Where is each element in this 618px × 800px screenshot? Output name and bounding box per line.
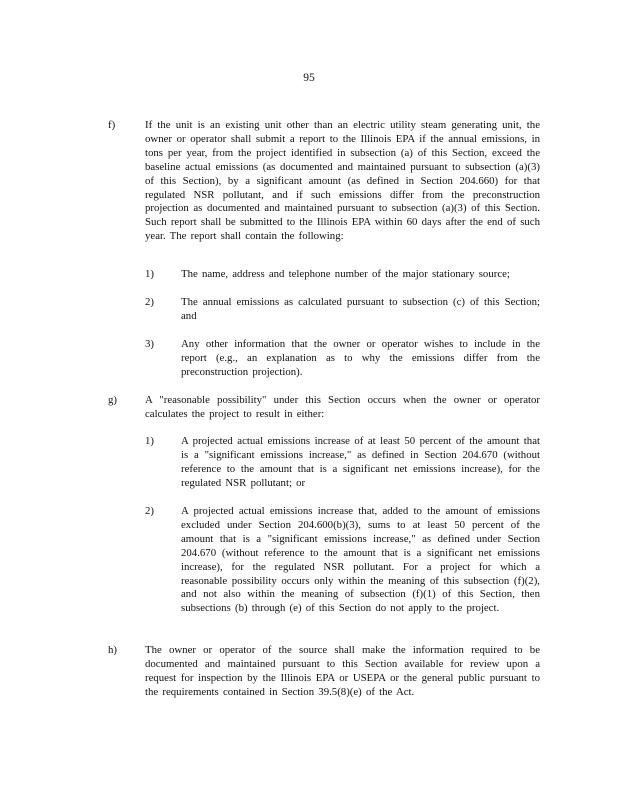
subparagraph-label: 3) [145, 338, 154, 350]
subparagraph-f-3 [145, 338, 540, 380]
paragraph-h [108, 644, 540, 700]
subparagraph-text: The annual emissions as calculated pursuant to subsection (c) of this Section; and [181, 296, 540, 322]
subparagraph-label: 1) [145, 435, 154, 447]
subparagraph-text: Any other information that the owner or operator wishes to include in the report (e.g., an explanation as to why the emissions differ from the preconstruction projection). [181, 338, 540, 378]
subparagraph-text: A projected actual emissions increase that, added to the amount of emissions excluded under Section 204.600(b)(3), sums to at least 50 percent of the amount that is a "significant emissions increase," as defined under Section 204.670 (without reference to the amount that is a significant net emissions increase), for the regulated NSR pollutant. For a project for which a reasonable possibility occurs only within the meaning of this subsection (f)(2), and not also within the meaning of subsection (f)(1) of this Section, then subsections (b) through (e) of this Section do not apply to the project. [181, 505, 540, 615]
paragraph-label: f) [108, 119, 116, 131]
paragraph-text: A "reasonable possibility" under this Section occurs when the owner or operator calculates the project to result in either: [145, 394, 540, 420]
subparagraph-text: A projected actual emissions increase of at least 50 percent of the amount that is a "significant emissions increase," as defined in Section 204.670 (without reference to the amount that is a significant net emissions increase), for the regulated NSR pollutant; or [181, 435, 540, 489]
subparagraph-label: 2) [145, 505, 154, 517]
subparagraph-text: The name, address and telephone number of the major stationary source; [181, 268, 510, 280]
subparagraph-g-1 [145, 435, 540, 491]
subparagraph-label: 2) [145, 296, 154, 308]
page-number: 95 [303, 72, 315, 84]
paragraph-g [108, 394, 540, 422]
subparagraph-label: 1) [145, 268, 154, 280]
subparagraph-f-2 [145, 296, 540, 324]
paragraph-text: The owner or operator of the source shall make the information required to be documented and maintained pursuant to this Section available for review upon a request for inspection by the Illinois EPA or USEPA or the general public pursuant to the requirements contained in Section 39.5(8)(e) of the Act. [145, 644, 540, 698]
paragraph-label: h) [108, 644, 117, 656]
paragraph-text: If the unit is an existing unit other than an electric utility steam generating unit, the owner or operator shall submit a report to the Illinois EPA if the annual emissions, in tons per year, from the project identified in subsection (a) of this Section, exceed the baseline actual emissions (as documented and maintained pursuant to subsection (a)(3) of this Section), by a significant amount (as defined in Section 204.660) for that regulated NSR pollutant, and if such emissions differ from the preconstruction projection as documented and maintained pursuant to subsection (a)(3) of this Section. Such report shall be submitted to the Illinois EPA within 60 days after the end of such year. The report shall contain the following: [145, 119, 540, 243]
subparagraph-g-2 [145, 505, 540, 616]
paragraph-label: g) [108, 394, 117, 406]
subparagraph-f-1 [145, 268, 540, 282]
paragraph-f [108, 119, 540, 244]
